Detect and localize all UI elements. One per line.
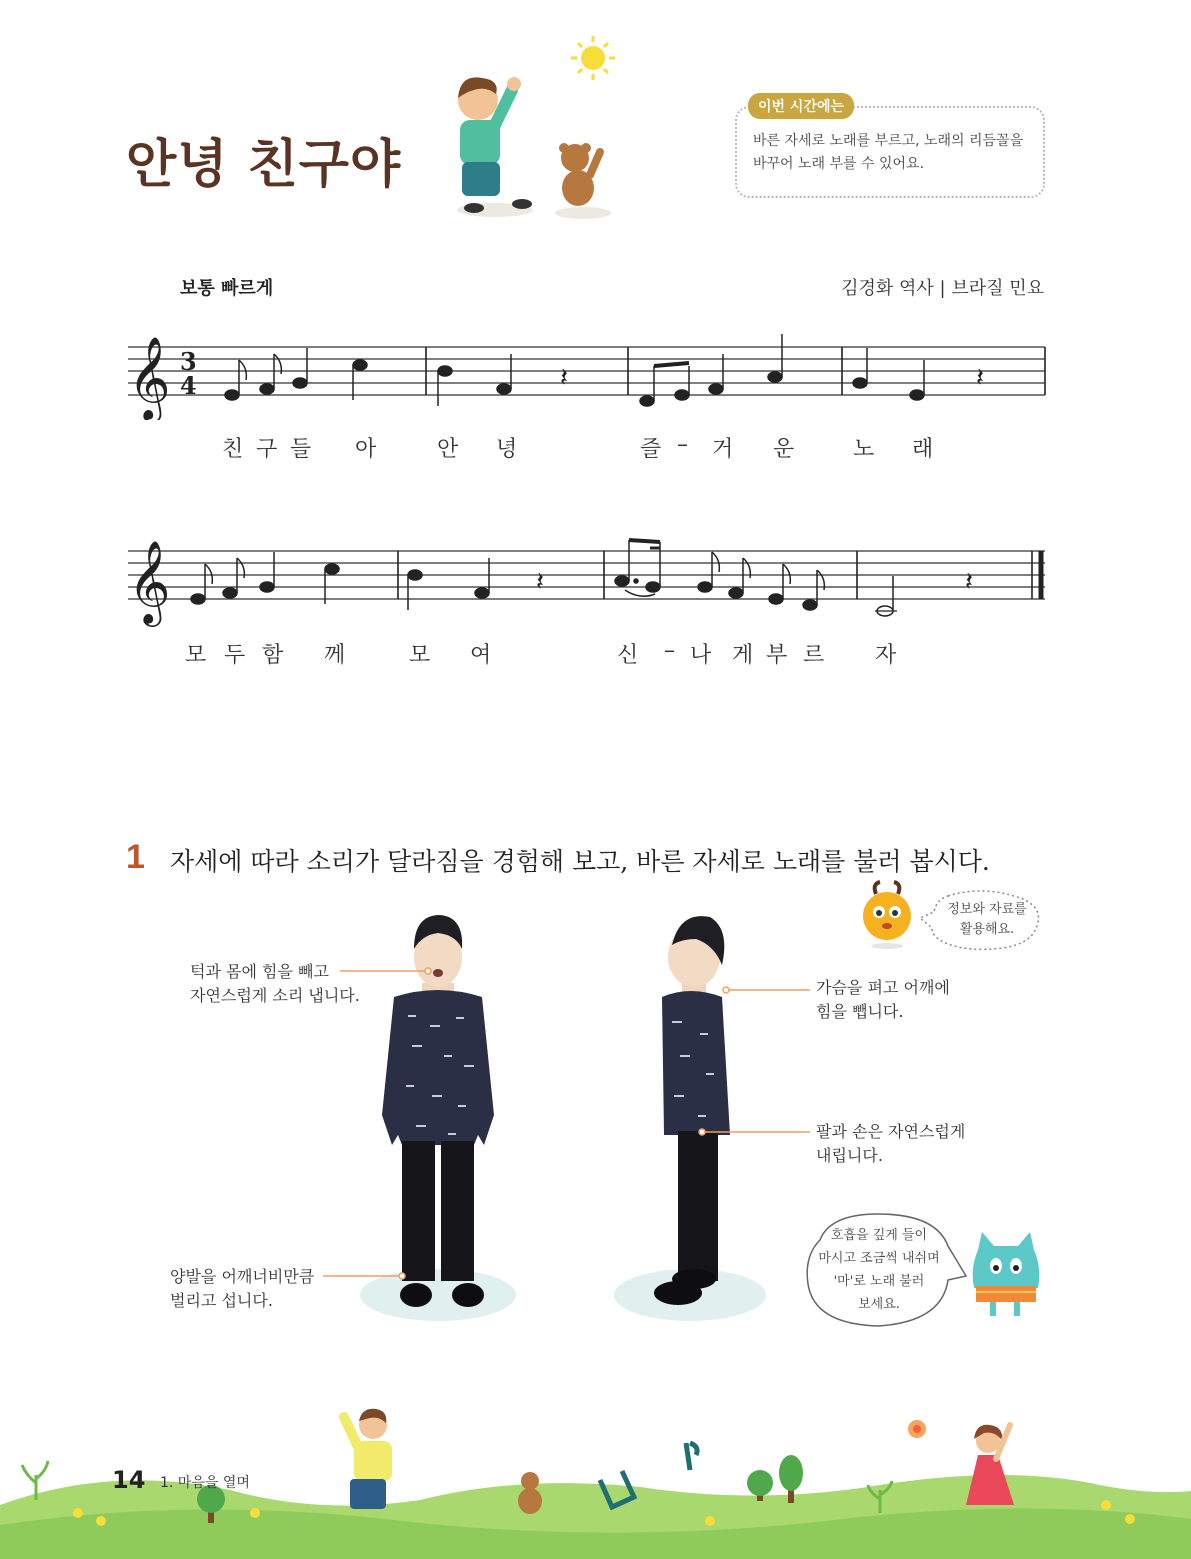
lyric-syllable: 안 xyxy=(437,437,459,462)
caption-feet: 양발을 어깨너비만큼 벌리고 섭니다. xyxy=(170,1267,315,1310)
breath-bubble-text: 호흡을 깊게 들이 마시고 조금씩 내쉬며 '마'로 노래 불러 보세요. xyxy=(818,1228,940,1312)
blue-mascot-icon xyxy=(968,1228,1044,1324)
svg-text:𝄽: 𝄽 xyxy=(560,363,568,393)
lyric-syllable: 아 xyxy=(355,437,377,462)
boy-waving-icon xyxy=(344,1409,392,1509)
lyric-syllable: 들 xyxy=(290,437,312,462)
lyric-syllable: 노 xyxy=(853,437,875,462)
lyric-syllable: 운 xyxy=(773,437,795,462)
lyric-syllable: – xyxy=(664,638,675,663)
goal-text-line: 바꾸어 노래 부를 수 있어요. xyxy=(753,156,925,172)
time-signature: 3 xyxy=(180,347,197,376)
lyric-syllable: 구 xyxy=(256,437,278,462)
girl-waving-icon xyxy=(966,1425,1014,1505)
svg-text:𝄽: 𝄽 xyxy=(965,567,973,597)
lyric-syllable: 께 xyxy=(324,643,346,668)
song-credits: 김경화 역사 | 브라질 민요 xyxy=(841,278,1044,299)
tempo-marking: 보통 빠르게 xyxy=(180,278,274,299)
lyric-syllable: 친 xyxy=(222,437,244,462)
page-number: 14 xyxy=(112,1466,146,1494)
bear-icon xyxy=(518,1472,542,1514)
lyric-syllable: 신 xyxy=(617,643,639,668)
flower-icon xyxy=(908,1420,926,1438)
goal-text-line: 바른 자세로 노래를 부르고, 노래의 리듬꼴을 xyxy=(753,133,1024,149)
lyric-syllable: – xyxy=(677,432,688,457)
page-title: 안녕 친구야 xyxy=(126,135,402,195)
lyric-syllable: 거 xyxy=(712,437,734,462)
lyric-syllable: 부 xyxy=(766,643,788,668)
lyric-syllable: 나 xyxy=(690,643,712,668)
lyric-syllable: 녕 xyxy=(496,437,518,462)
time-signature: 4 xyxy=(180,371,197,400)
info-bubble-text: 정보와 자료를 활용해요. xyxy=(947,902,1027,937)
treble-clef-icon: 𝄞 xyxy=(128,335,171,419)
caption-chest: 가슴을 펴고 어깨에 힘을 뺍니다. xyxy=(816,978,950,1021)
treble-clef-icon: 𝄞 xyxy=(128,539,171,623)
activity-instruction: 자세에 따라 소리가 달라짐을 경험해 보고, 바른 자세로 노래를 불러 봅시다. xyxy=(170,847,990,876)
lyric-syllable: 모 xyxy=(185,643,207,668)
svg-text:𝄽: 𝄽 xyxy=(536,567,544,597)
lyric-syllable: 자 xyxy=(875,643,897,668)
lyric-syllable: 여 xyxy=(470,643,492,668)
svg-text:𝄽: 𝄽 xyxy=(976,363,984,393)
chapter-title: 1. 마음을 열며 xyxy=(160,1475,250,1491)
lyric-syllable: 두 xyxy=(224,643,246,668)
lyric-syllable: 함 xyxy=(262,643,284,668)
caption-arms: 팔과 손은 자연스럽게 내립니다. xyxy=(816,1122,966,1165)
lyric-syllable: 즐 xyxy=(640,437,662,462)
lyric-syllable: 게 xyxy=(732,643,754,668)
lesson-goal-tab: 이번 시간에는 xyxy=(748,93,854,119)
lyric-syllable: 르 xyxy=(803,643,825,668)
activity-number: 1 xyxy=(126,838,145,876)
caption-jaw: 턱과 몸에 힘을 빼고 자연스럽게 소리 냅니다. xyxy=(190,962,360,1005)
lyric-syllable: 래 xyxy=(912,437,934,462)
lyric-syllable: 모 xyxy=(409,643,431,668)
